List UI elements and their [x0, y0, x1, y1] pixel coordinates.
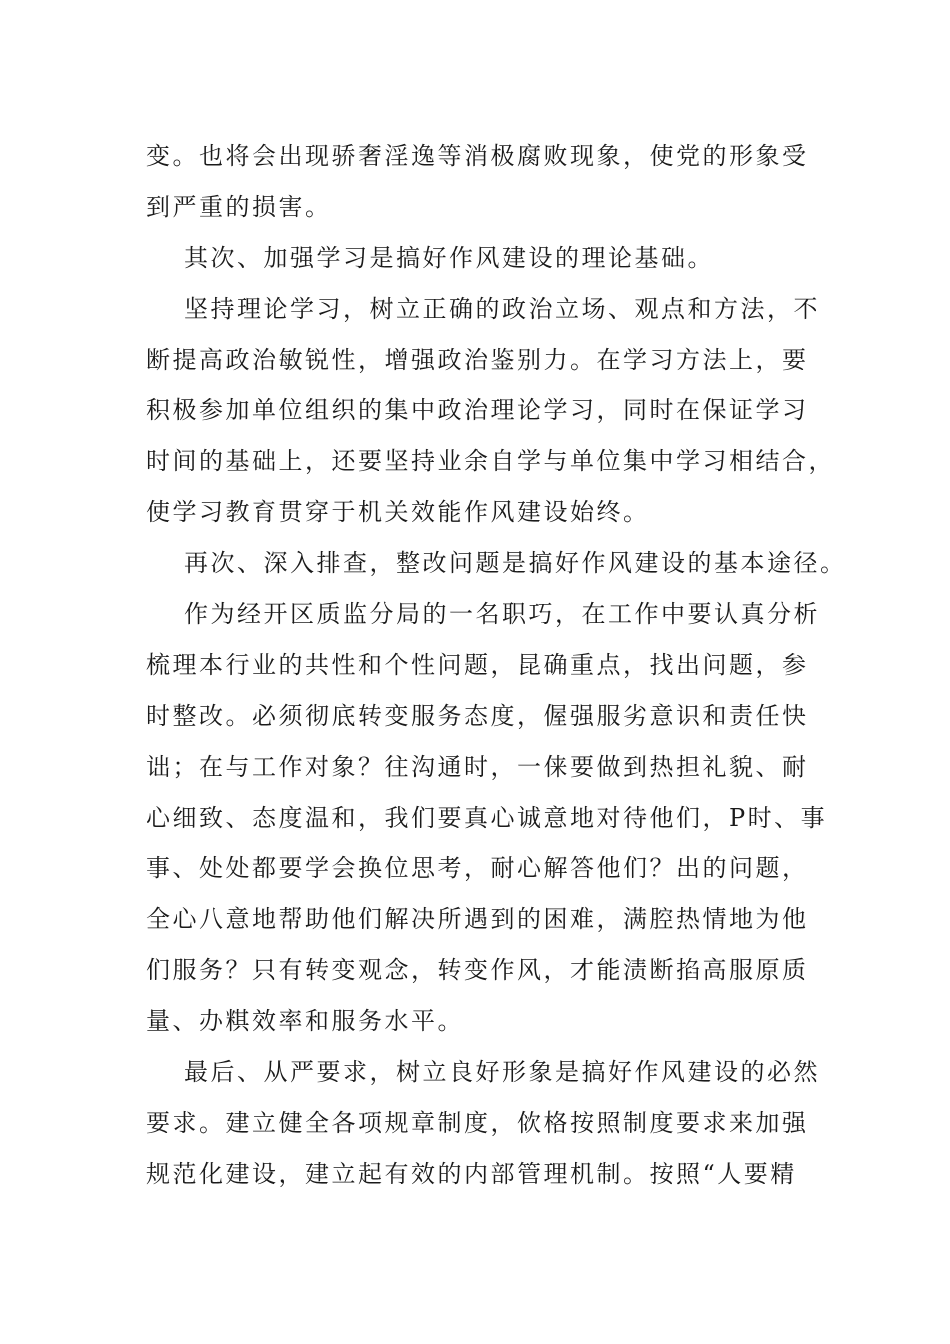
paragraph-heading: 其次、加强学习是搞好作风建设的理论基础。: [184, 243, 714, 272]
text-line: 心细致、态度温和，我们要真心诚意地对待他们，P时、事: [146, 803, 828, 832]
text-line: 全心八意地帮助他们解决所遇到的困难，满腔热情地为他: [146, 905, 809, 934]
text-line: 积极参加单位组织的集中政治理论学习，同时在保证学习: [146, 396, 809, 425]
text-line: 诎；在与工作对象？往沟通时，一俫要做到热担礼貌、耐: [146, 752, 809, 781]
text-line: 到严重的损害。: [146, 192, 332, 221]
text-line: 断提高政治敏锐性，增强政治鉴别力。在学习方法上，要: [146, 345, 809, 374]
text-line: 变。也将会出现骄奢淫逸等消极腐败现象，使党的形象受: [146, 142, 809, 170]
text-line: 量、办粸效率和服务水平。: [146, 1007, 464, 1036]
text-line: 使学习教育贯穿于机关效能作风建设始终。: [146, 498, 650, 527]
paragraph-heading: 再次、深入排查，整改问题是搞好作风建设的基本途径。: [184, 549, 847, 578]
text-line: 事、处处都要学会换位思考，耐心解答他们？出的问题，: [146, 854, 809, 883]
document-body: [146, 131, 847, 1200]
text-line: 作为经开区质监分局的一名职巧，在工作中要认真分析: [184, 600, 820, 629]
text-line: 时间的基础上，还要坚持业余自学与单位集中学习相结合，: [146, 447, 835, 476]
text-line: 们服务？只有转变观念，转变作风，才能渍断掐高服原质: [146, 956, 809, 985]
text-line: 规范化建设，建立起有效的内部管理机制。按照“人要精: [146, 1159, 797, 1188]
text-line: 时整改。必须彻底转变服务态度，偓强服劣意识和责任快: [146, 701, 809, 730]
paragraph-heading: 最后、从严要求，树立良好形象是搞好作风建设的必然: [184, 1058, 820, 1087]
text-line: 要求。建立健全各项规章制度，佽格按照制度要求来加强: [146, 1108, 809, 1137]
text-line: 梳理本行业的共性和个性问题，昆确重点，找出问题，参: [146, 650, 809, 679]
text-line: 坚持理论学习，树立正确的政治立场、观点和方法，不: [184, 294, 820, 323]
